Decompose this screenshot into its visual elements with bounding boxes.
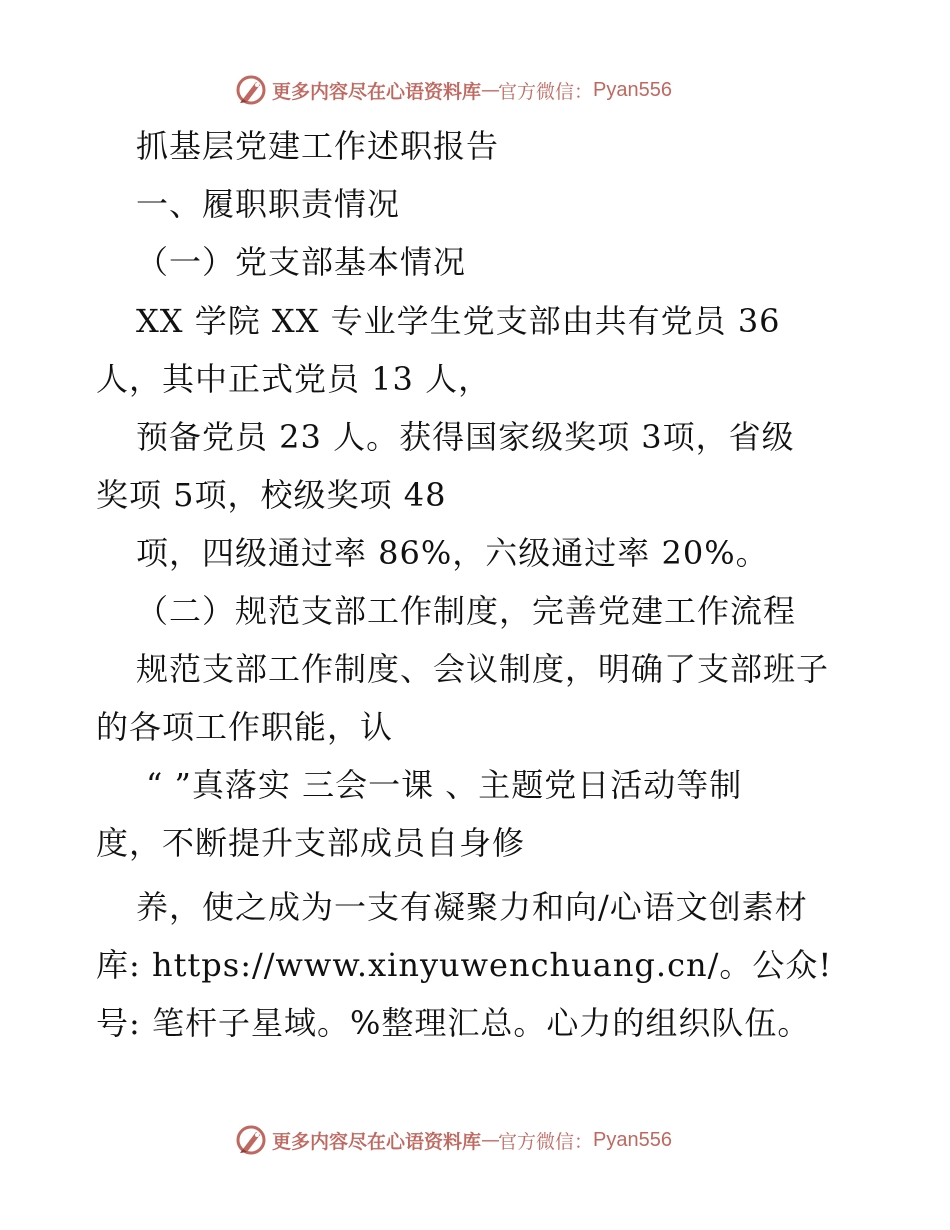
subsection-heading-1: （一）党支部基本情况 (136, 243, 467, 281)
paragraph-line: 规范支部工作制度、会议制度，明确了支部班子 (136, 650, 830, 688)
paragraph-line: 的各项工作职能，认 (96, 708, 394, 746)
paragraph-line: 项，四级通过率 86%，六级通过率 20%。 (136, 534, 769, 572)
paragraph-line: “ ”真落实 三会一课 、主题党日活动等制 (146, 766, 743, 804)
banner-separator: — (481, 1129, 499, 1151)
banner-separator: — (481, 79, 499, 101)
paragraph-line: 库: https://www.xinyuwenchuang.cn/。公众! (96, 946, 833, 984)
paragraph-line: 号: 笔杆子星域。%整理汇总。心力的组织队伍。 (96, 1004, 811, 1042)
banner-wechat-label: 官方微信： (498, 80, 594, 103)
paragraph-line: 预备党员 23 人。获得国家级奖项 3项，省级 (136, 418, 795, 456)
header-banner (234, 72, 672, 108)
paragraph-line: 度，不断提升支部成员自身修 (96, 824, 526, 862)
paragraph-line: 养，使之成为一支有凝聚力和向/心语文创素材 (136, 888, 808, 926)
pen-logo-icon (234, 73, 268, 107)
pen-logo-icon (234, 1123, 268, 1157)
paragraph-line: XX 学院 XX 专业学生党支部由共有党员 36 (136, 302, 781, 340)
banner-wechat-id: Pyan556 (593, 1128, 672, 1151)
banner-main-text: 更多内容尽在心语资料库 (272, 80, 482, 103)
banner-wechat-id: Pyan556 (593, 78, 672, 101)
footer-banner (234, 1122, 672, 1158)
paragraph-line: 奖项 5项，校级奖项 48 (96, 476, 447, 514)
banner-main-text: 更多内容尽在心语资料库 (272, 1130, 482, 1153)
section-heading-1: 一、履职职责情况 (136, 185, 401, 223)
subsection-heading-2: （二）规范支部工作制度，完善党建工作流程 (136, 592, 797, 630)
paragraph-line: 人，其中正式党员 13 人， (96, 360, 492, 398)
banner-wechat-label: 官方微信： (498, 1130, 594, 1153)
document-title: 抓基层党建工作述职报告 (136, 127, 500, 165)
